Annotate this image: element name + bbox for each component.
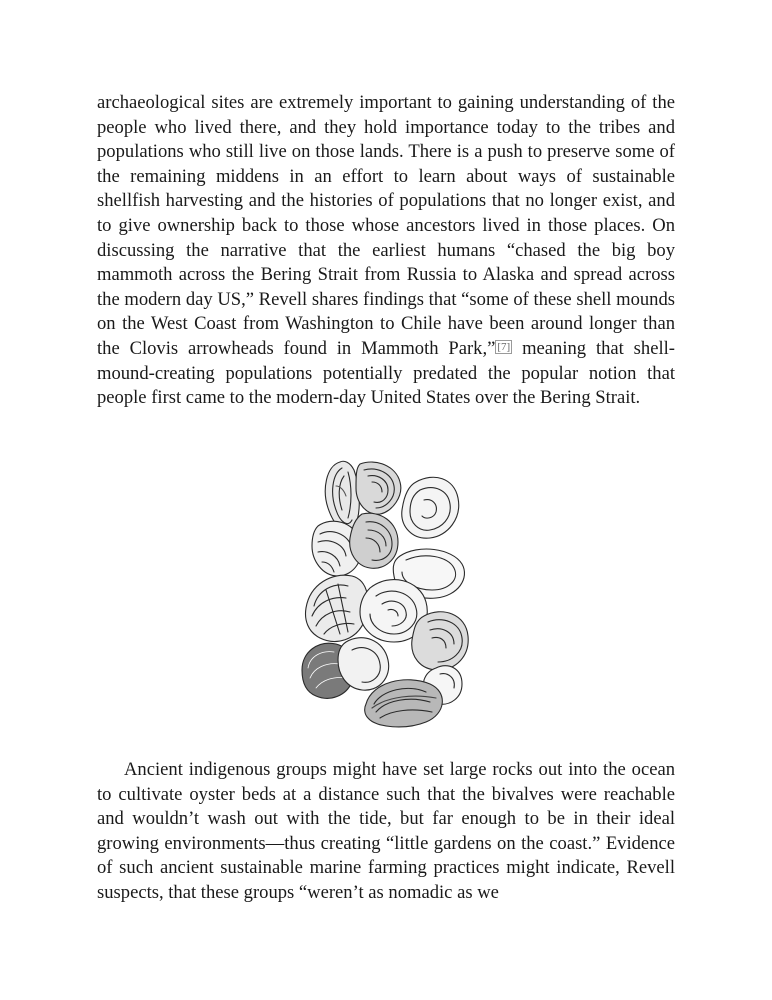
- oyster-shell-icon: [356, 462, 401, 514]
- oyster-shell-icon: [412, 612, 468, 670]
- oyster-shell-icon: [338, 638, 389, 690]
- footnote-ref-link[interactable]: [7]: [497, 340, 511, 353]
- oyster-shells-illustration: [296, 456, 480, 732]
- oyster-shell-icon: [350, 513, 398, 568]
- oyster-shell-icon: [306, 575, 368, 641]
- body-paragraph-2: Ancient indigenous groups might have set large rocks out into the ocean to cultivate oyster beds at a distance such that the bivalves were reachable and wouldn’t wash out with the tide, but far enough to be in their ideal growing environments—thus creating “little gardens on the coast.” Evidence of such ancient sustainable marine farming practices might indicate, Revell suspects, that these groups “weren’t as nomadic as we: [97, 759, 675, 903]
- oyster-shell-icon: [402, 477, 459, 538]
- body-paragraph-1: [97, 91, 675, 411]
- paragraph-1-text: archaeological sites are extremely important to gaining understanding of the people who lived there, and they hold importance today to the tribes and populations who still live on those lands. There is a push to preserve some of the remaining middens in an effort to learn about ways of sustainable shellfish harvesting and the histories of populations that no longer exist, and to give ownership back to those whose ancestors lived in those places. On discussing the narrative that the earliest humans “chased the big boy mammoth across the Bering Strait from Russia to Alaska and spread across the modern day US,” Revell shares findings that “some of these shell mounds on the West Coast from Washington to Chile have been around longer than the Clovis arrowheads found in Mammoth Park,”: [97, 92, 675, 359]
- paragraph-1-text-continued: meaning that shell-mound-creating populations potentially predated the popular notion that people first came to the modern-day United States over the Bering Strait.: [97, 337, 675, 409]
